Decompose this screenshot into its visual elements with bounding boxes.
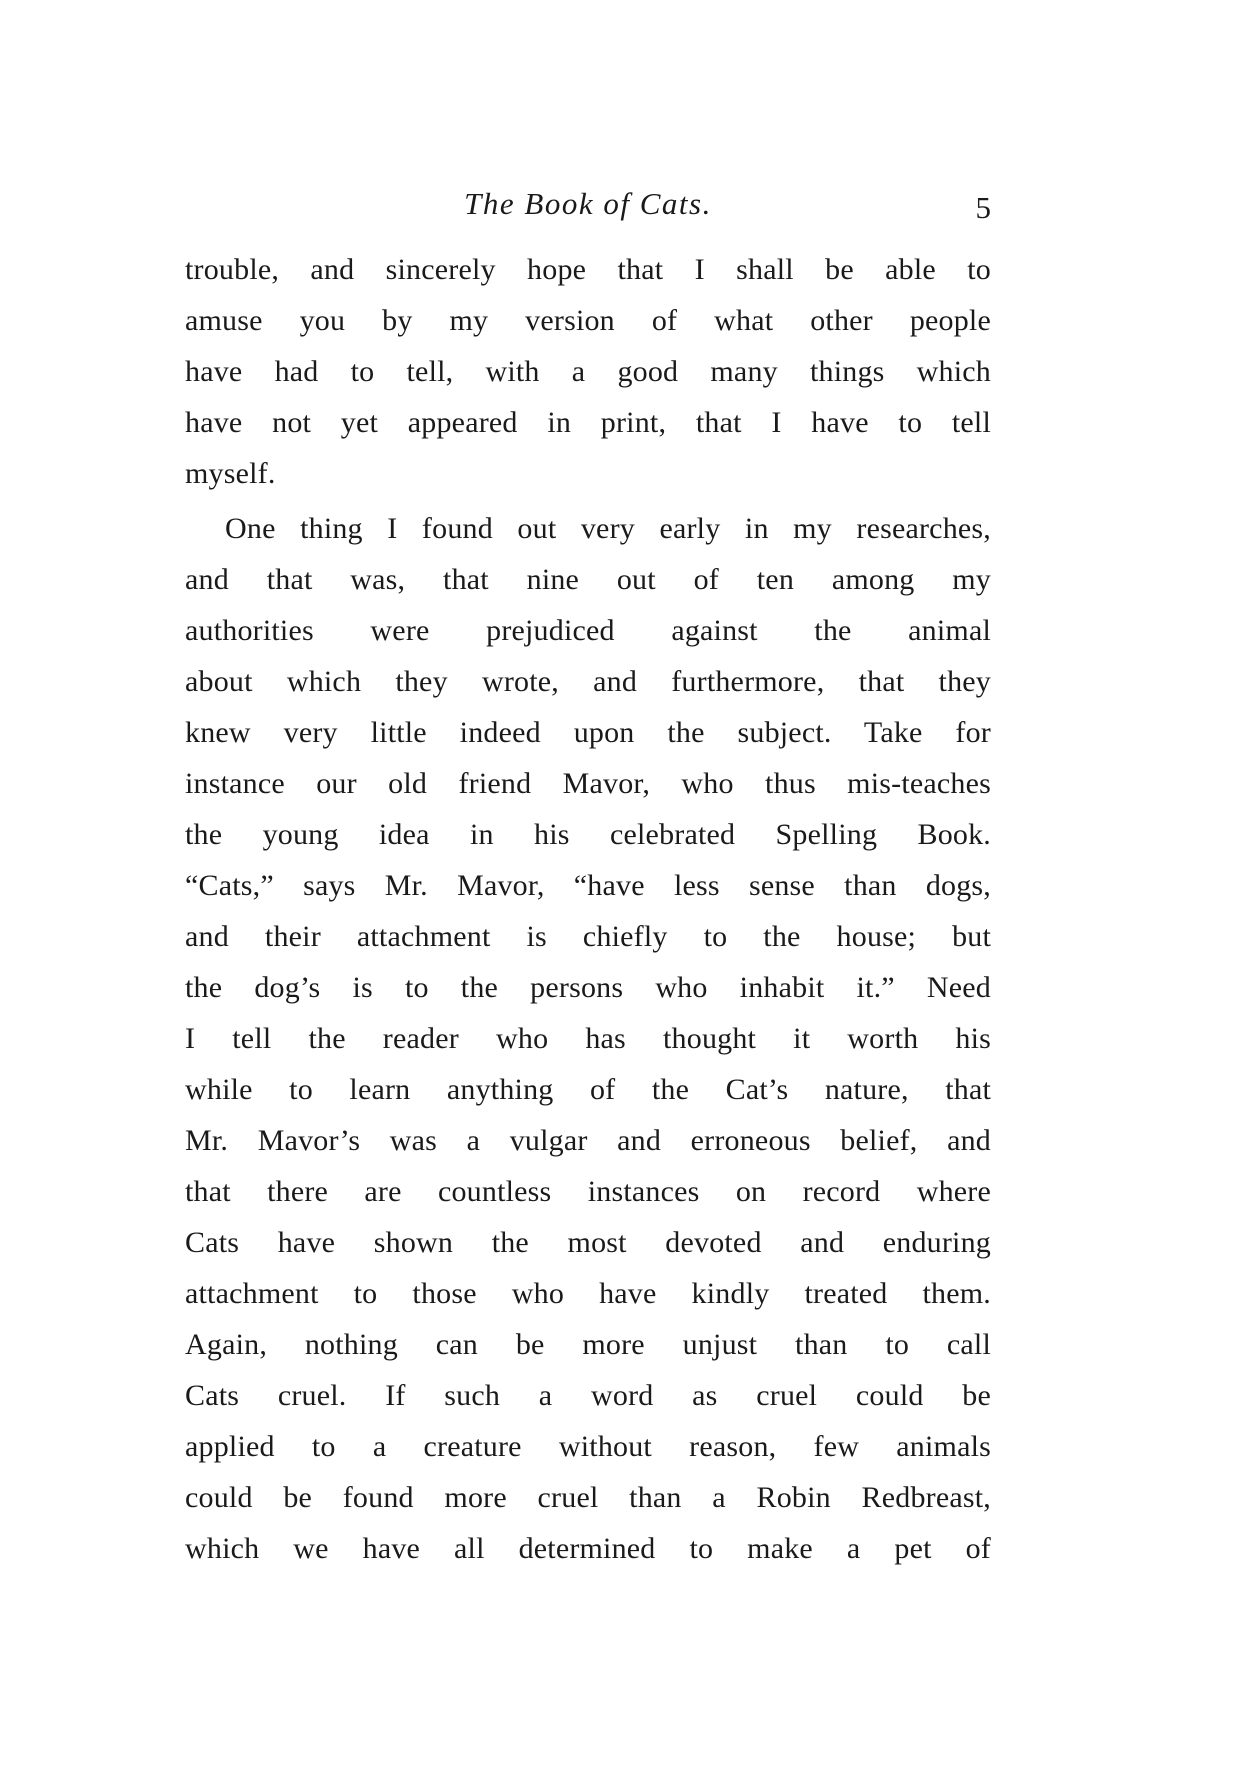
text-line: “Cats,” says Mr. Mavor, “have less sense than dogs, bbox=[185, 869, 991, 902]
text-line: the dog’s is to the persons who inhabit it.” Need bbox=[185, 971, 991, 1004]
text-line: about which they wrote, and furthermore, that they bbox=[185, 665, 991, 698]
text-line: Cats cruel. If such a word as cruel could be bbox=[185, 1379, 991, 1412]
text-line: and that was, that nine out of ten among my bbox=[185, 563, 991, 596]
text-line: have not yet appeared in print, that I have to tell bbox=[185, 406, 991, 439]
text-line: knew very little indeed upon the subject. Take for bbox=[185, 716, 991, 749]
running-head bbox=[185, 182, 991, 226]
text-line: One thing I found out very early in my researches, bbox=[225, 512, 991, 545]
text-line: Again, nothing can be more unjust than to call bbox=[185, 1328, 991, 1361]
text-line: and their attachment is chiefly to the house; but bbox=[185, 920, 991, 953]
text-line: could be found more cruel than a Robin Redbreast, bbox=[185, 1481, 991, 1514]
text-line: amuse you by my version of what other people bbox=[185, 304, 991, 337]
text-line: Mr. Mavor’s was a vulgar and erroneous belief, and bbox=[185, 1124, 991, 1157]
body-text bbox=[185, 244, 991, 1574]
text-line: authorities were prejudiced against the animal bbox=[185, 614, 991, 647]
text-line: trouble, and sincerely hope that I shall be able to bbox=[185, 253, 991, 286]
text-line: while to learn anything of the Cat’s nature, that bbox=[185, 1073, 991, 1106]
text-line: that there are countless instances on record where bbox=[185, 1175, 991, 1208]
text-line: applied to a creature without reason, few animals bbox=[185, 1430, 991, 1463]
running-title: The Book of Cats. bbox=[464, 186, 712, 221]
text-line: Cats have shown the most devoted and enduring bbox=[185, 1226, 991, 1259]
paragraph-1 bbox=[185, 244, 991, 499]
text-line: I tell the reader who has thought it worth his bbox=[185, 1022, 991, 1055]
text-line: myself. bbox=[185, 457, 276, 490]
page-number: 5 bbox=[975, 190, 991, 225]
text-line: have had to tell, with a good many things which bbox=[185, 355, 991, 388]
text-line: which we have all determined to make a pet of bbox=[185, 1532, 991, 1565]
text-line: instance our old friend Mavor, who thus mis-teaches bbox=[185, 767, 991, 800]
text-line: the young idea in his celebrated Spelling Book. bbox=[185, 818, 991, 851]
text-line: attachment to those who have kindly treated them. bbox=[185, 1277, 991, 1310]
paragraph-2 bbox=[185, 503, 991, 1574]
